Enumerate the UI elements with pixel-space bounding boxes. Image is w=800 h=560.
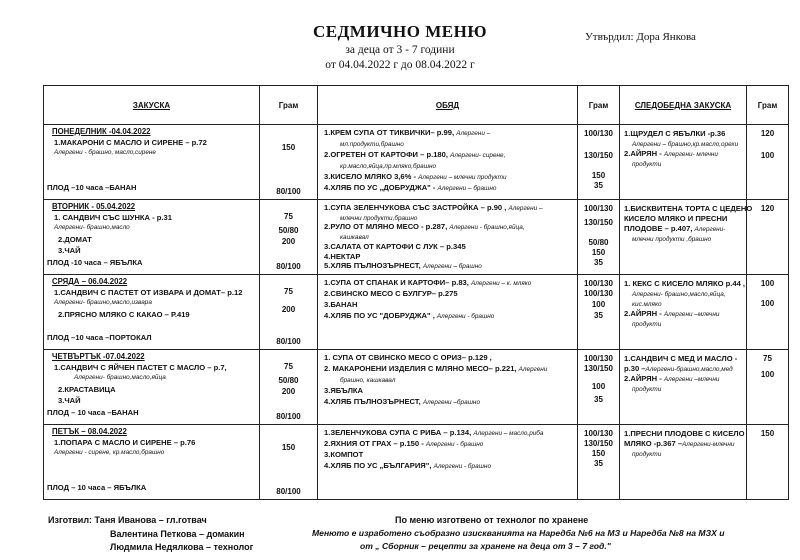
allergen-note: Алергени – брашно	[437, 185, 497, 192]
lunch-cell	[318, 425, 578, 500]
dish-item: 3.ЧАЙ	[58, 396, 81, 405]
dish-item	[324, 353, 492, 362]
allergen-note: Алергени- брашно,масло,яйца,	[632, 291, 726, 298]
breakfast-gram-cell	[260, 200, 318, 275]
allergen-note: Алергени- брашно,масло,яйца	[74, 374, 166, 381]
gram-value: 150	[281, 143, 296, 152]
allergen-note: Алергени - брашно,яйца,	[449, 224, 525, 232]
gram-value: 200	[281, 305, 296, 314]
allergen-note: Алергени- брашно,масло,извара	[54, 299, 152, 306]
dish-name: 1.СУПА ОТ СПАНАК И КАРТОФИ– р.83,	[324, 278, 471, 287]
day-row	[44, 425, 789, 500]
day-name: ПОНЕДЕЛНИК -04.04.2022	[52, 127, 151, 136]
allergen-note: млечни продукти,брашно	[340, 214, 418, 222]
gram-value: 130/150	[584, 364, 613, 373]
gram-value: 80/100	[276, 487, 301, 496]
dish-item	[324, 203, 543, 212]
dish-item: 1.МАКАРОНИ С МАСЛО И СИРЕНЕ – р.72	[54, 138, 207, 147]
dish-item	[324, 150, 505, 159]
gram-value: 75	[763, 354, 772, 363]
gram-value: 80/100	[276, 412, 301, 421]
day-name: СРЯДА – 06.04.2022	[52, 277, 128, 286]
dish-item: 1.САНДВИЧ С ПАСТЕТ ОТ ИЗВАРА И ДОМАТ– р.12	[54, 288, 243, 297]
dish-item	[324, 428, 543, 437]
gram-value: 35	[594, 459, 603, 468]
gram-value: 80/100	[276, 337, 301, 346]
breakfast-cell	[44, 125, 260, 200]
fruit-line: ПЛОД -10 часа – ЯБЪЛКА	[47, 258, 143, 267]
allergen-note: Алергени - брашно, масло,сирене	[54, 149, 156, 156]
dish-item	[632, 449, 661, 458]
dish-item	[324, 278, 531, 287]
dish-item	[324, 461, 491, 470]
lunch-cell	[318, 200, 578, 275]
day-name: ВТОРНИК - 05.04.2022	[52, 202, 136, 211]
dish-item	[632, 159, 661, 168]
gram-value: 150	[591, 171, 606, 180]
fruit-line: ПЛОД – 10 часа – ЯБЪЛКА	[47, 483, 147, 492]
dish-item	[624, 354, 737, 363]
dish-item	[624, 214, 727, 223]
gram-value: 200	[281, 237, 296, 246]
dish-item	[632, 319, 661, 328]
fruit-line: ПЛОД –10 часа –ПОРТОКАЛ	[47, 333, 152, 342]
dish-item	[632, 139, 738, 148]
snack-gram-cell	[747, 200, 789, 275]
dish-item: 2.ДОМАТ	[58, 235, 92, 244]
dish-name: 1. СУПА ОТ СВИНСКО МЕСО С ОРИЗ– р.129 ,	[324, 353, 492, 362]
approved-by: Утвърдил: Дора Янкова	[585, 31, 696, 43]
dish-item	[624, 204, 752, 213]
allergen-note: Алергени –млечни	[663, 376, 720, 383]
dish-item	[340, 232, 369, 241]
dish-item	[624, 129, 725, 138]
prepared-by: Изготвил: Таня Иванова – гл.готвач	[48, 515, 207, 525]
breakfast-cell	[44, 425, 260, 500]
dish-item	[324, 289, 458, 298]
allergen-note: кис.мляко	[632, 301, 662, 308]
table-header-row	[44, 86, 789, 125]
gram-value: 150	[591, 449, 606, 458]
dish-name: 1.ЗЕЛЕНЧУКОВА СУПА С РИБА – р.134,	[324, 428, 474, 437]
page-title: СЕДМИЧНО МЕНЮ	[312, 22, 487, 41]
dish-item	[324, 183, 496, 192]
dish-name: 2.ОГРЕТЕН ОТ КАРТОФИ – р.180,	[324, 150, 451, 159]
lunch-cell	[318, 350, 578, 425]
gram-value: 35	[594, 311, 603, 320]
lunch-gram-cell	[578, 125, 620, 200]
breakfast-header: ЗАКУСКА	[44, 86, 260, 125]
dish-item	[624, 309, 719, 318]
day-row	[44, 125, 789, 200]
dish-item: 1. САНДВИЧ СЪС ШУНКА - р.31	[54, 213, 172, 222]
dish-item	[624, 374, 719, 383]
gram-value: 80/100	[276, 262, 301, 271]
allergen-note: продукти	[632, 386, 662, 393]
gram-value: 100/130	[584, 204, 613, 213]
dish-name: 2.ЯХНИЯ ОТ ГРАХ – р.150 -	[324, 439, 426, 448]
dish-item	[624, 364, 733, 373]
dish-item	[624, 279, 745, 288]
allergen-note: кр.масло,яйца,пр.мляко,брашно	[340, 163, 437, 170]
snack-gram-cell	[747, 275, 789, 350]
dish-name: 1.БИСКВИТЕНА ТОРТА С ЦЕДЕНО	[624, 204, 753, 213]
dish-name: 4.ХЛЯБ ПЪЛНОЗЪРНЕСТ,	[324, 397, 423, 406]
allergen-note: Алергени - брашно	[425, 441, 484, 448]
gram-value: 75	[284, 362, 293, 371]
allergen-note: Алергени –	[508, 205, 543, 212]
allergen-note: Алергени	[518, 366, 548, 373]
dish-name: 1.САНДВИЧ С МЕД И МАСЛО -	[624, 354, 738, 363]
gram-value: 100	[760, 279, 775, 288]
dish-name: 1.СУПА ЗЕЛЕНЧУКОВА СЪС ЗАСТРОЙКА – р.90 ,	[324, 203, 509, 212]
dish-name: ПЛОДОВЕ – р.407,	[624, 224, 695, 233]
gram-value: 120	[760, 204, 775, 213]
gram-value: 50/80	[278, 376, 299, 385]
gram-value: 35	[594, 181, 603, 190]
snack-gram-cell	[747, 425, 789, 500]
technologist-note: По меню изготвено от технолог по хранене	[395, 515, 589, 525]
dish-name: 2.РУЛО ОТ МЛЯНО МЕСО - р.287,	[324, 222, 450, 232]
allergen-note: продукти	[632, 161, 662, 168]
breakfast-gram-cell	[260, 125, 318, 200]
gram-value: 50/80	[588, 238, 609, 247]
dish-name: 2.СВИНСКО МЕСО С БУЛГУР– р.275	[324, 289, 458, 298]
dish-item	[624, 149, 718, 158]
gram-value: 200	[281, 387, 296, 396]
dish-name: 4.ХЛЯБ ПО УС „БЪЛГАРИЯ",	[324, 461, 434, 470]
day-row	[44, 200, 789, 275]
weekly-menu-table	[43, 85, 789, 500]
gram-value: 100	[760, 151, 775, 160]
lunch-gram-cell	[578, 350, 620, 425]
gram-value: 100/130	[584, 129, 613, 138]
gram-value: 100/130	[584, 289, 613, 298]
dish-item	[632, 384, 661, 393]
dish-name: 4.ХЛЯБ ПО УС "ДОБРУДЖА" ,	[324, 311, 437, 320]
lunch-gram-cell	[578, 275, 620, 350]
dish-name: р.30 –	[624, 364, 646, 373]
gram-value: 120	[760, 129, 775, 138]
dish-name: 4.ХЛЯБ ПО УС „ДОБРУДЖА" -	[324, 183, 438, 192]
dish-name: 2.АЙРЯН -	[624, 374, 664, 383]
gram-value: 130/150	[584, 151, 613, 160]
dish-item	[324, 261, 482, 270]
allergen-note: Алергени-	[694, 226, 726, 233]
dish-name: 1.ЩРУДЕЛ С ЯБЪЛКИ -р.36	[624, 129, 726, 138]
allergen-note: Алергени – масло,риба	[473, 430, 544, 437]
dish-name: 1.ПРЕСНИ ПЛОДОВЕ С КИСЕЛО	[624, 429, 745, 438]
gram-value: 130/150	[584, 218, 613, 227]
allergen-note: Алергени - брашно	[433, 463, 492, 470]
dish-item: 1.САНДВИЧ С ЯЙЧЕН ПАСТЕТ С МАСЛО – р.7,	[54, 363, 227, 372]
allergen-note: Алергени –брашно	[422, 399, 480, 406]
dish-item	[624, 224, 725, 233]
gram-value: 35	[594, 395, 603, 404]
dish-item	[324, 242, 466, 251]
dish-name: 3.ЯБЪЛКА	[324, 386, 364, 395]
staff-housekeeper: Валентина Петкова – домакин	[110, 529, 245, 539]
gram-value: 35	[594, 258, 603, 267]
allergen-note: Алергени- сирене,	[450, 152, 506, 159]
recipe-source-note: от „ Сборник – рецепти за хранене на деца от 3 – 7 год."	[360, 541, 611, 551]
breakfast-cell	[44, 350, 260, 425]
dish-name: КИСЕЛО МЛЯКО И ПРЕСНИ	[624, 214, 728, 223]
dish-item	[324, 300, 357, 309]
age-range: за деца от 3 - 7 години	[345, 44, 455, 56]
dish-item	[632, 299, 662, 308]
allergen-note: Алергени - брашно	[436, 313, 495, 320]
dish-name: 1. КЕКС С КИСЕЛО МЛЯКО р.44 ,	[624, 279, 746, 288]
dish-name: 2. МАКАРОНЕНИ ИЗДЕЛИЯ С МЛЯНО МЕСО– р.221,	[324, 364, 519, 373]
staff-technologist: Людмила Недялкова – технолог	[110, 542, 254, 552]
lunch-cell	[318, 275, 578, 350]
allergen-note: Алергени- млечни	[663, 151, 718, 158]
dish-item	[324, 364, 547, 373]
dish-item	[324, 450, 363, 459]
dish-name: 3.БАНАН	[324, 300, 358, 309]
gram-value: 100	[591, 382, 606, 391]
dish-item	[324, 439, 483, 448]
gram-value: 130/150	[584, 439, 613, 448]
breakfast-cell	[44, 200, 260, 275]
allergen-note: брашно, кашкавал	[340, 377, 396, 384]
snack-cell	[620, 275, 747, 350]
allergen-note: Алергени-брашно,масло,мед	[645, 366, 733, 373]
allergen-note: Алергени – к. мляко	[470, 280, 532, 287]
dish-item	[624, 439, 734, 448]
fruit-line: ПЛОД – 10 часа –БАНАН	[47, 408, 139, 417]
dish-item: 1.ПОПАРА С МАСЛО И СИРЕНЕ – р.76	[54, 438, 196, 447]
dish-name: 3.КОМПОТ	[324, 450, 364, 459]
breakfast-gram-cell	[260, 275, 318, 350]
lunch-cell	[318, 125, 578, 200]
lunch-header: ОБЯД	[318, 86, 578, 125]
gram-value: 150	[591, 248, 606, 257]
dish-item	[324, 311, 494, 320]
gram-value: 100	[591, 300, 606, 309]
dish-name: 1.КРЕМ СУПА ОТ ТИКВИЧКИ– р.99,	[324, 128, 457, 137]
day-name: ЧЕТВЪРТЪК -07.04.2022	[52, 352, 145, 361]
snack-cell	[620, 200, 753, 275]
dish-item: 2.КРАСТАВИЦА	[58, 385, 116, 394]
dish-item	[340, 213, 417, 222]
dish-item	[340, 375, 395, 384]
gram-value: 150	[760, 429, 775, 438]
dish-item	[632, 289, 726, 298]
dish-item	[324, 128, 490, 137]
dish-item	[324, 252, 360, 261]
gram-value: 75	[284, 287, 293, 296]
gram-header: Грам	[260, 86, 318, 125]
regulation-note: Менюто е изработено съобразно изискванията на Наредба №6 на МЗ и Наредба №8 на МЗХ и	[312, 528, 725, 538]
gram-value: 100	[760, 370, 775, 379]
allergen-note: Алергени – брашно	[422, 263, 482, 271]
gram-header: Грам	[747, 86, 789, 125]
gram-value: 50/80	[278, 226, 299, 235]
gram-header: Грам	[578, 86, 620, 125]
dish-item	[324, 172, 507, 181]
dish-name: 3.КИСЕЛО МЛЯКО 3,6% -	[324, 172, 419, 181]
gram-value: 100/130	[584, 354, 613, 363]
allergen-note: Алергени –млечни	[663, 311, 720, 318]
gram-value: 100/130	[584, 279, 613, 288]
allergen-note: млечни продукти ,брашно	[632, 236, 712, 243]
allergen-note: Алергени - сирене, кр.масло,брашно	[54, 449, 165, 456]
breakfast-cell	[44, 275, 260, 350]
dish-name: 2.АЙРЯН -	[624, 149, 664, 158]
allergen-note: Алергени- брашно,масло	[54, 224, 130, 231]
dish-item: 2.ПРЯСНО МЛЯКО С КАКАО – Р.419	[58, 310, 190, 319]
dish-item: 3.ЧАЙ	[58, 246, 81, 255]
dish-item	[324, 386, 363, 395]
dish-item	[624, 429, 745, 438]
allergen-note: Алергени –	[456, 130, 491, 137]
dish-name: 4.НЕКТАР	[324, 251, 361, 261]
allergen-note: продукти	[632, 321, 662, 328]
dish-name: 5.ХЛЯБ ПЪЛНОЗЪРНЕСТ,	[324, 261, 423, 271]
allergen-note: мл.продукти,брашно	[340, 141, 404, 148]
allergen-note: Алергени – брашно,кр.масло,орехи	[632, 141, 739, 148]
gram-value: 100	[760, 299, 775, 308]
allergen-note: Алергени-млечни	[682, 441, 735, 448]
snack-cell	[620, 425, 747, 500]
fruit-line: ПЛОД –10 часа –БАНАН	[47, 183, 137, 192]
dish-item	[324, 222, 525, 231]
lunch-gram-cell	[578, 200, 620, 275]
allergen-note: кашкавал	[340, 234, 369, 242]
gram-value: 150	[281, 443, 296, 452]
dish-name: 2.АЙРЯН -	[624, 309, 664, 318]
snack-cell	[620, 350, 747, 425]
snack-header: СЛЕДОБЕДНА ЗАКУСКА	[620, 86, 747, 125]
dish-item	[632, 234, 711, 243]
date-period: от 04.04.2022 г до 08.04.2022 г	[325, 59, 475, 71]
day-row	[44, 350, 789, 425]
breakfast-gram-cell	[260, 425, 318, 500]
snack-gram-cell	[747, 125, 789, 200]
snack-gram-cell	[747, 350, 789, 425]
allergen-note: Алергени – млечни продукти	[418, 174, 507, 181]
day-row	[44, 275, 789, 350]
snack-cell	[620, 125, 747, 200]
dish-name: 3.САЛАТА ОТ КАРТОФИ С ЛУК – р.345	[324, 241, 466, 251]
breakfast-gram-cell	[260, 350, 318, 425]
gram-value: 80/100	[276, 187, 301, 196]
allergen-note: продукти	[632, 451, 662, 458]
dish-name: МЛЯКО -р.367 –	[624, 439, 683, 448]
gram-value: 100/130	[584, 429, 613, 438]
gram-value: 75	[284, 212, 293, 221]
dish-item	[324, 397, 480, 406]
day-name: ПЕТЪК – 08.04.2022	[52, 427, 127, 436]
dish-item	[340, 139, 404, 148]
dish-item	[340, 161, 436, 170]
lunch-gram-cell	[578, 425, 620, 500]
